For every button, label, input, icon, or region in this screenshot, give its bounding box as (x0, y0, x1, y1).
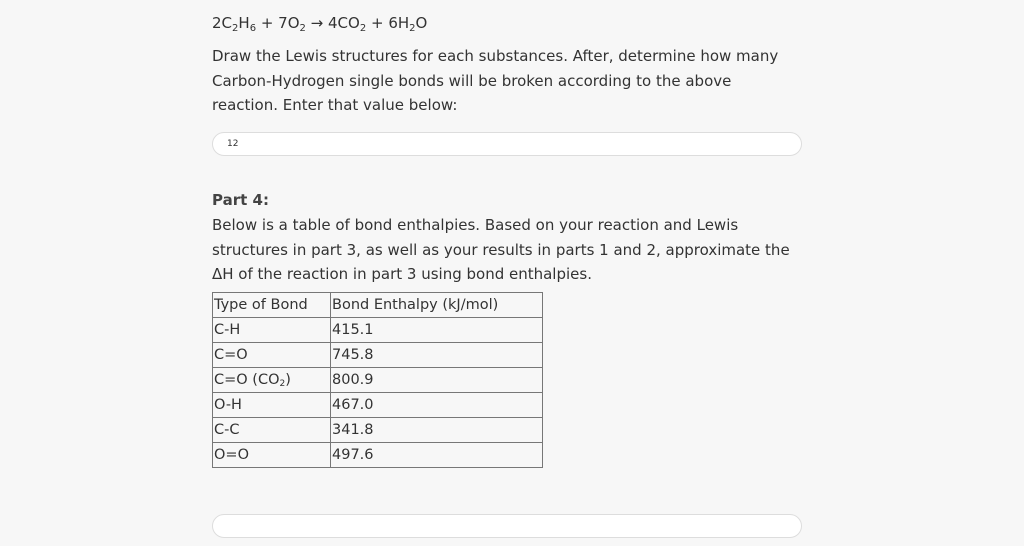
bond-enthalpy-table (212, 292, 543, 468)
table-header-bond: Type of Bond (213, 293, 331, 318)
eq-subscript: 2 (299, 23, 306, 34)
bond-text: ) (285, 372, 291, 388)
reaction-equation (212, 13, 427, 33)
table-cell-bond (213, 368, 331, 393)
eq-subscript: 2 (409, 23, 416, 34)
table-header-enthalpy: Bond Enthalpy (kJ/mol) (331, 293, 543, 318)
table-row (213, 343, 543, 368)
table-cell-bond: O-H (213, 393, 331, 418)
table-row (213, 418, 543, 443)
eq-part: + 6H (366, 14, 410, 32)
bond-text: C=O (CO (214, 372, 280, 388)
part3-answer-input[interactable] (212, 132, 802, 156)
table-row (213, 393, 543, 418)
part4-prompt: Below is a table of bond enthalpies. Based on your reaction and Lewis structures in part 3, as well as your results in parts 1 and 2, approximate the ΔH of the reaction in part 3 using bond enthalpies. (212, 216, 790, 283)
table-cell-bond: O=O (213, 443, 331, 468)
table-cell-enthalpy: 467.0 (331, 393, 543, 418)
eq-part: + 7O (256, 14, 300, 32)
part4-title: Part 4: (212, 191, 269, 209)
part3-prompt: Draw the Lewis structures for each substances. After, determine how many Carbon-Hydrogen single bonds will be broken according to the above reaction. Enter that value below: (212, 47, 779, 114)
table-cell-bond: C-H (213, 318, 331, 343)
table-cell-bond: C=O (213, 343, 331, 368)
eq-subscript: 2 (359, 23, 367, 34)
table-cell-enthalpy: 415.1 (331, 318, 543, 343)
table-row (213, 368, 543, 393)
part3-answer-value: 12 (227, 139, 239, 149)
eq-part: → 4CO (305, 14, 360, 32)
eq-part: H (238, 14, 250, 32)
table-cell-enthalpy: 800.9 (331, 368, 543, 393)
table-row (213, 443, 543, 468)
table-cell-enthalpy: 745.8 (331, 343, 543, 368)
eq-part: O (415, 14, 428, 32)
table-row (213, 318, 543, 343)
table-header-row (213, 293, 543, 318)
table-cell-enthalpy: 341.8 (331, 418, 543, 443)
eq-part: 2C (212, 14, 233, 32)
bond-subscript: 2 (279, 379, 286, 389)
eq-subscript: 2 (232, 23, 239, 34)
table-cell-enthalpy: 497.6 (331, 443, 543, 468)
eq-subscript: 6 (249, 23, 257, 34)
part4-answer-input[interactable] (212, 514, 802, 538)
table-cell-bond: C-C (213, 418, 331, 443)
